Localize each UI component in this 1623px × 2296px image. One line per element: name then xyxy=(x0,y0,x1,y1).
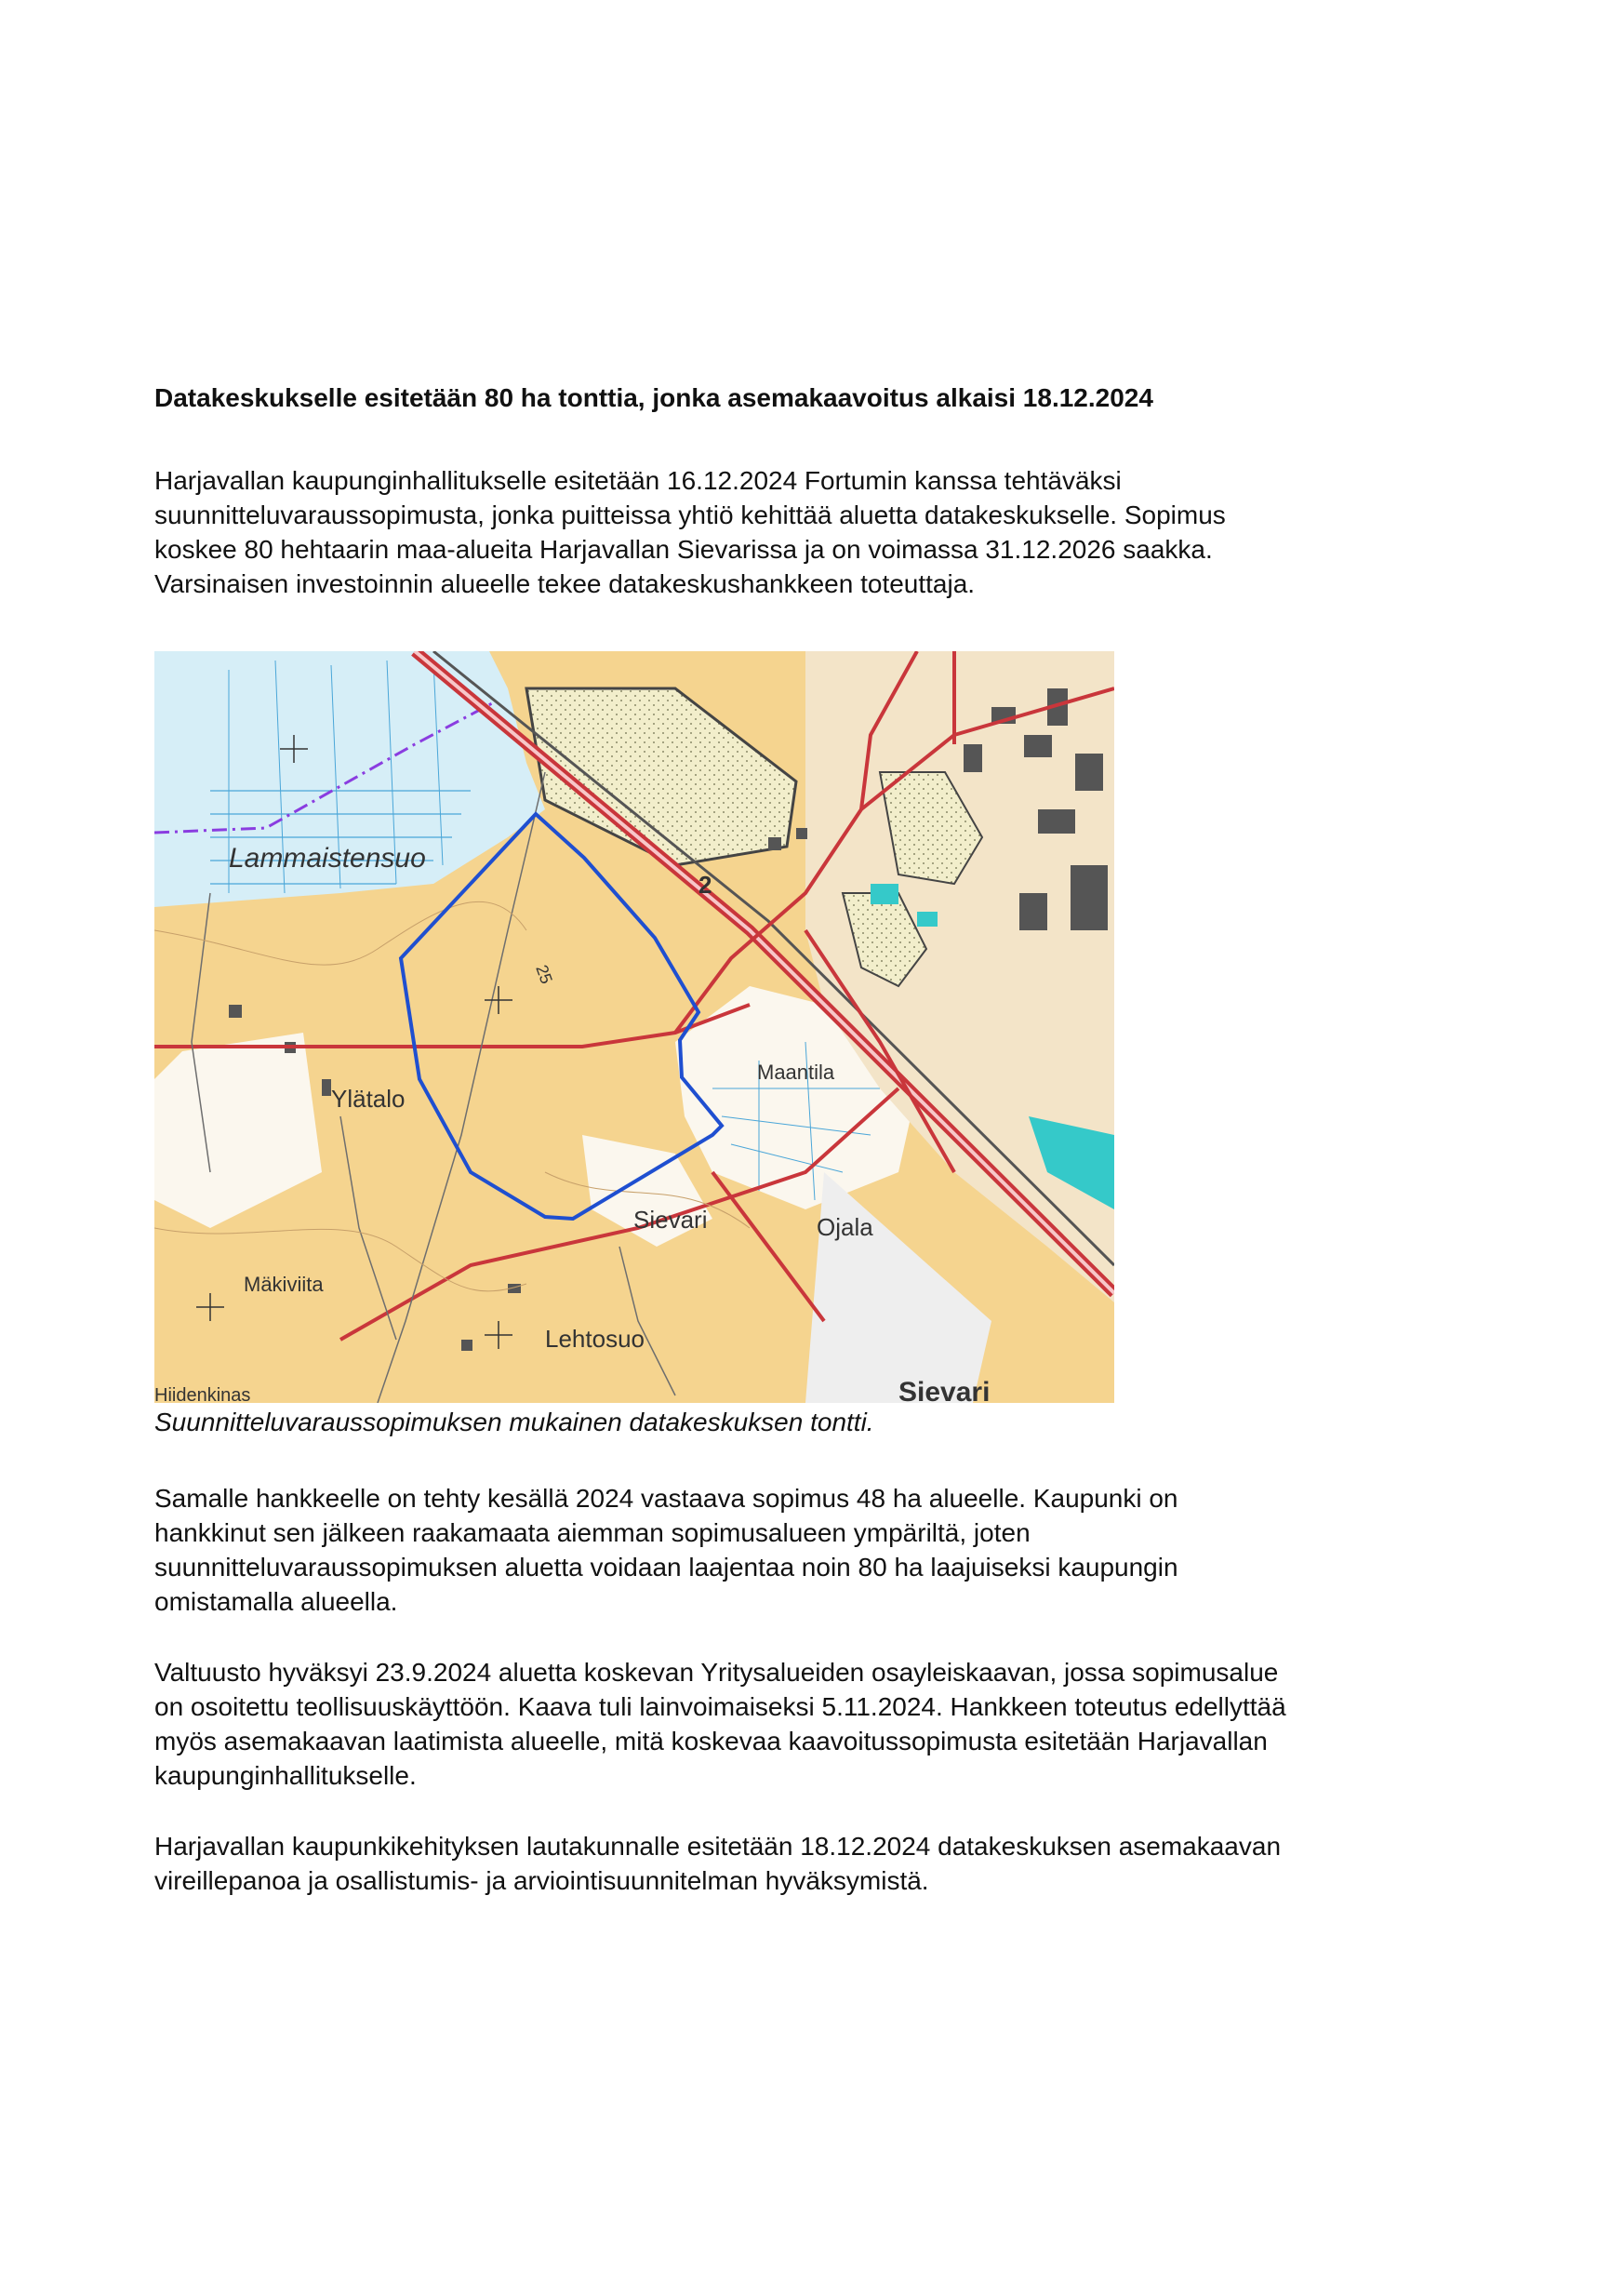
paragraph-line: Valtuusto hyväksyi 23.9.2024 aluetta koskevan Yritysalueiden osayleiskaavan, jossa sopimusalue xyxy=(154,1658,1279,1687)
document-title: Datakeskukselle esitetään 80 ha tonttia, jonka asemakaavoitus alkaisi 18.12.2024 xyxy=(154,383,1153,412)
paragraph-line: Harjavallan kaupunginhallitukselle esitetään 16.12.2024 Fortumin kanssa tehtäväksi xyxy=(154,466,1122,495)
map-label-hiidenkinas: Hiidenkinas xyxy=(154,1385,251,1403)
paragraph-history xyxy=(154,1481,1475,1619)
map-caption: Suunnitteluvaraussopimuksen mukainen datakeskuksen tontti. xyxy=(154,1408,874,1436)
paragraph-line: Varsinaisen investoinnin alueelle tekee datakeskushankkeen toteuttaja. xyxy=(154,569,976,598)
map-label-lammaistensuo: Lammaistensuo xyxy=(229,843,426,874)
map-label-ojala: Ojala xyxy=(817,1213,873,1241)
map-label-lehtosuo: Lehtosuo xyxy=(545,1325,645,1353)
paragraph-line: suunnitteluvaraussopimuksen aluetta voidaan laajentaa noin 80 ha laajuiseksi kaupungin xyxy=(154,1553,1178,1582)
paragraph-intro xyxy=(154,463,1475,601)
paragraph-committee xyxy=(154,1829,1475,1898)
site-map-svg xyxy=(154,651,1114,1403)
paragraph-line: vireillepanoa ja osallistumis- ja arviointisuunnitelman hyväksymistä. xyxy=(154,1866,929,1895)
paragraph-line: suunnitteluvaraussopimusta, jonka puitteissa yhtiö kehittää aluetta datakeskukselle. Sopimus xyxy=(154,501,1226,529)
paragraph-line: koskee 80 hehtaarin maa-alueita Harjavallan Sievarissa ja on voimassa 31.12.2026 saakka. xyxy=(154,535,1213,564)
paragraph-line: hankkinut sen jälkeen raakamaata aiemman sopimusalueen ympäriltä, joten xyxy=(154,1518,1031,1547)
paragraph-zoning xyxy=(154,1655,1475,1793)
map-label-maantila: Maantila xyxy=(757,1061,835,1084)
paragraph-line: on osoitettu teollisuuskäyttöön. Kaava tuli lainvoimaiseksi 5.11.2024. Hankkeen toteutus edellyttää xyxy=(154,1692,1286,1721)
map-label-makiviita: Mäkiviita xyxy=(244,1273,324,1296)
map-label-road-number: 2 xyxy=(698,871,712,899)
map-label-contour: 25 xyxy=(532,962,556,987)
pond xyxy=(917,912,938,927)
paragraph-line: kaupunginhallitukselle. xyxy=(154,1761,417,1790)
paragraph-line: omistamalla alueella. xyxy=(154,1587,398,1616)
site-map xyxy=(154,651,1114,1403)
map-label-sievari: Sievari xyxy=(633,1206,708,1234)
pond xyxy=(871,884,898,904)
paragraph-line: Harjavallan kaupunkikehityksen lautakunnalle esitetään 18.12.2024 datakeskuksen asemakaavan xyxy=(154,1832,1282,1861)
map-label-ylatalo: Ylätalo xyxy=(331,1085,406,1113)
paragraph-line: myös asemakaavan laatimista alueelle, mitä koskevaa kaavoitussopimusta esitetään Harjavallan xyxy=(154,1727,1268,1755)
paragraph-line: Samalle hankkeelle on tehty kesällä 2024 vastaava sopimus 48 ha alueelle. Kaupunki on xyxy=(154,1484,1178,1513)
map-label-sievari-town: Sievari xyxy=(898,1377,991,1403)
